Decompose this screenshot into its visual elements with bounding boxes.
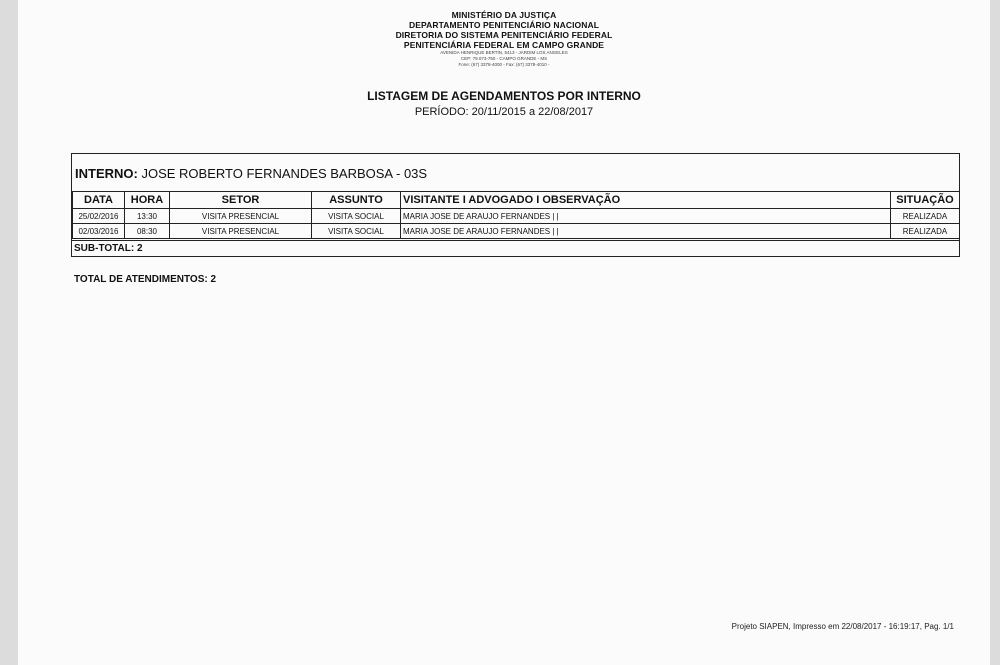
col-data: DATA	[73, 192, 125, 209]
cell-data: 02/03/2016	[73, 224, 125, 239]
table-row	[73, 224, 960, 239]
print-footer: Projeto SIAPEN, Impresso em 22/08/2017 - 16:19:17, Pag. 1/1	[731, 622, 954, 631]
inmate-name: JOSE ROBERTO FERNANDES BARBOSA - 03S	[141, 166, 428, 181]
report-page	[18, 0, 990, 665]
subtotal: SUB-TOTAL: 2	[72, 240, 959, 256]
cell-situacao: REALIZADA	[891, 209, 960, 224]
phone-line: Fone: (67) 3378-4000 - Fax: (67) 3378-4010 -	[458, 62, 550, 67]
postal-line: CEP: 79.073-750 - CAMPO GRANDE - MS	[460, 56, 548, 61]
col-hora: HORA	[125, 192, 170, 209]
cell-visitante: MARIA JOSE DE ARAUJO FERNANDES | |	[401, 209, 891, 224]
inmate-heading	[75, 166, 427, 181]
cell-assunto: VISITA SOCIAL	[312, 224, 401, 239]
cell-assunto: VISITA SOCIAL	[312, 209, 401, 224]
address-line: AVENIDA HENRIQUE BERTIN, 5413 - JARDIM LOS ANGELES	[440, 50, 568, 55]
col-assunto: ASSUNTO	[312, 192, 401, 209]
letterhead	[18, 10, 990, 68]
total-appointments: TOTAL DE ATENDIMENTOS: 2	[74, 274, 217, 285]
ministry-line: MINISTÉRIO DA JUSTIÇA	[451, 10, 557, 20]
col-situacao: SITUAÇÃO	[891, 192, 960, 209]
report-title: LISTAGEM DE AGENDAMENTOS POR INTERNO	[367, 89, 641, 103]
penitentiary-line: PENITENCIÁRIA FEDERAL EM CAMPO GRANDE	[403, 40, 605, 50]
table-header-row	[73, 192, 960, 209]
inmate-label: INTERNO:	[75, 166, 138, 181]
department-line: DEPARTAMENTO PENITENCIÁRIO NACIONAL	[408, 20, 600, 30]
col-visitante: VISITANTE I ADVOGADO I OBSERVAÇÃO	[401, 192, 891, 209]
col-setor: SETOR	[170, 192, 312, 209]
cell-situacao: REALIZADA	[891, 224, 960, 239]
appointments-table	[72, 191, 960, 239]
cell-hora: 13:30	[125, 209, 170, 224]
inmate-section	[71, 153, 960, 257]
directorate-line: DIRETORIA DO SISTEMA PENITENCIÁRIO FEDERAL	[395, 30, 613, 40]
report-period: PERÍODO: 20/11/2015 a 22/08/2017	[414, 106, 594, 118]
table-row	[73, 209, 960, 224]
cell-hora: 08:30	[125, 224, 170, 239]
cell-data: 25/02/2016	[73, 209, 125, 224]
cell-visitante: MARIA JOSE DE ARAUJO FERNANDES | |	[401, 224, 891, 239]
cell-setor: VISITA PRESENCIAL	[170, 209, 312, 224]
cell-setor: VISITA PRESENCIAL	[170, 224, 312, 239]
